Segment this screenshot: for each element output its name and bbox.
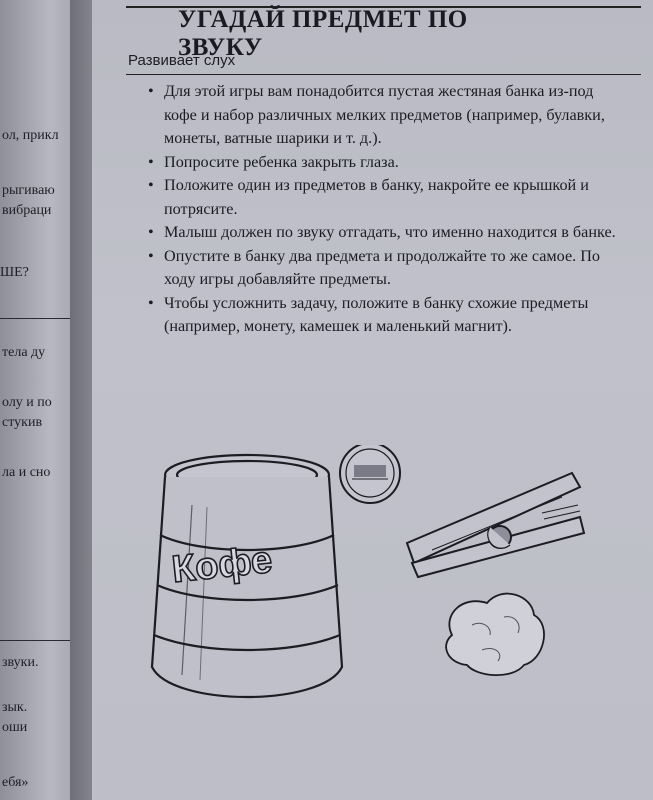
can-label: Кофе <box>169 538 275 592</box>
divider <box>0 318 70 319</box>
list-item: • Положите один из предметов в банку, накройте ее крышкой и потрясите. <box>148 174 618 221</box>
facing-page-text: тела ду <box>2 345 46 360</box>
instruction-list <box>148 80 618 339</box>
facing-page-text: ебя» <box>2 775 29 790</box>
list-item: • Малыш должен по звуку отгадать, что именно находится в банке. <box>148 221 618 245</box>
list-item: • Чтобы усложнить задачу, положите в банку схожие предметы (например, монету, камешек и маленький магнит). <box>148 292 618 339</box>
facing-page-text: олу и по <box>2 395 52 410</box>
facing-page-text: зык. <box>2 700 28 715</box>
page-title: УГАДАЙ ПРЕДМЕТ ПО ЗВУКУ <box>178 6 468 61</box>
facing-page-text: стукив <box>2 415 43 430</box>
coin-icon <box>340 445 400 503</box>
facing-page-text: звуки. <box>2 655 39 670</box>
illustration <box>132 445 622 725</box>
facing-page-text: рыгиваю <box>2 183 55 198</box>
book-page <box>92 0 653 800</box>
list-item: • Опустите в банку два предмета и продолжайте то же самое. По ходу игры добавляйте предметы. <box>148 245 618 292</box>
section-label: Развивает слух <box>128 52 236 69</box>
facing-page-text: вибраци <box>2 203 52 218</box>
section-rule <box>126 74 641 75</box>
facing-page-text: оши <box>2 720 28 735</box>
clothespin-icon <box>407 473 584 577</box>
facing-page-text: ла и сно <box>2 465 51 480</box>
facing-page-text: ол, прикл <box>2 128 59 143</box>
list-item: • Попросите ребенка закрыть глаза. <box>148 151 618 175</box>
facing-page-text: ШЕ? <box>0 265 29 280</box>
divider <box>0 640 70 641</box>
coffee-can-icon <box>152 455 342 697</box>
cotton-ball-icon <box>446 594 544 676</box>
list-item: • Для этой игры вам понадобится пустая жестяная банка из-под кофе и набор различных мелких предметов (например, булавки, монеты, ватные шарики и т. д.). <box>148 80 618 151</box>
